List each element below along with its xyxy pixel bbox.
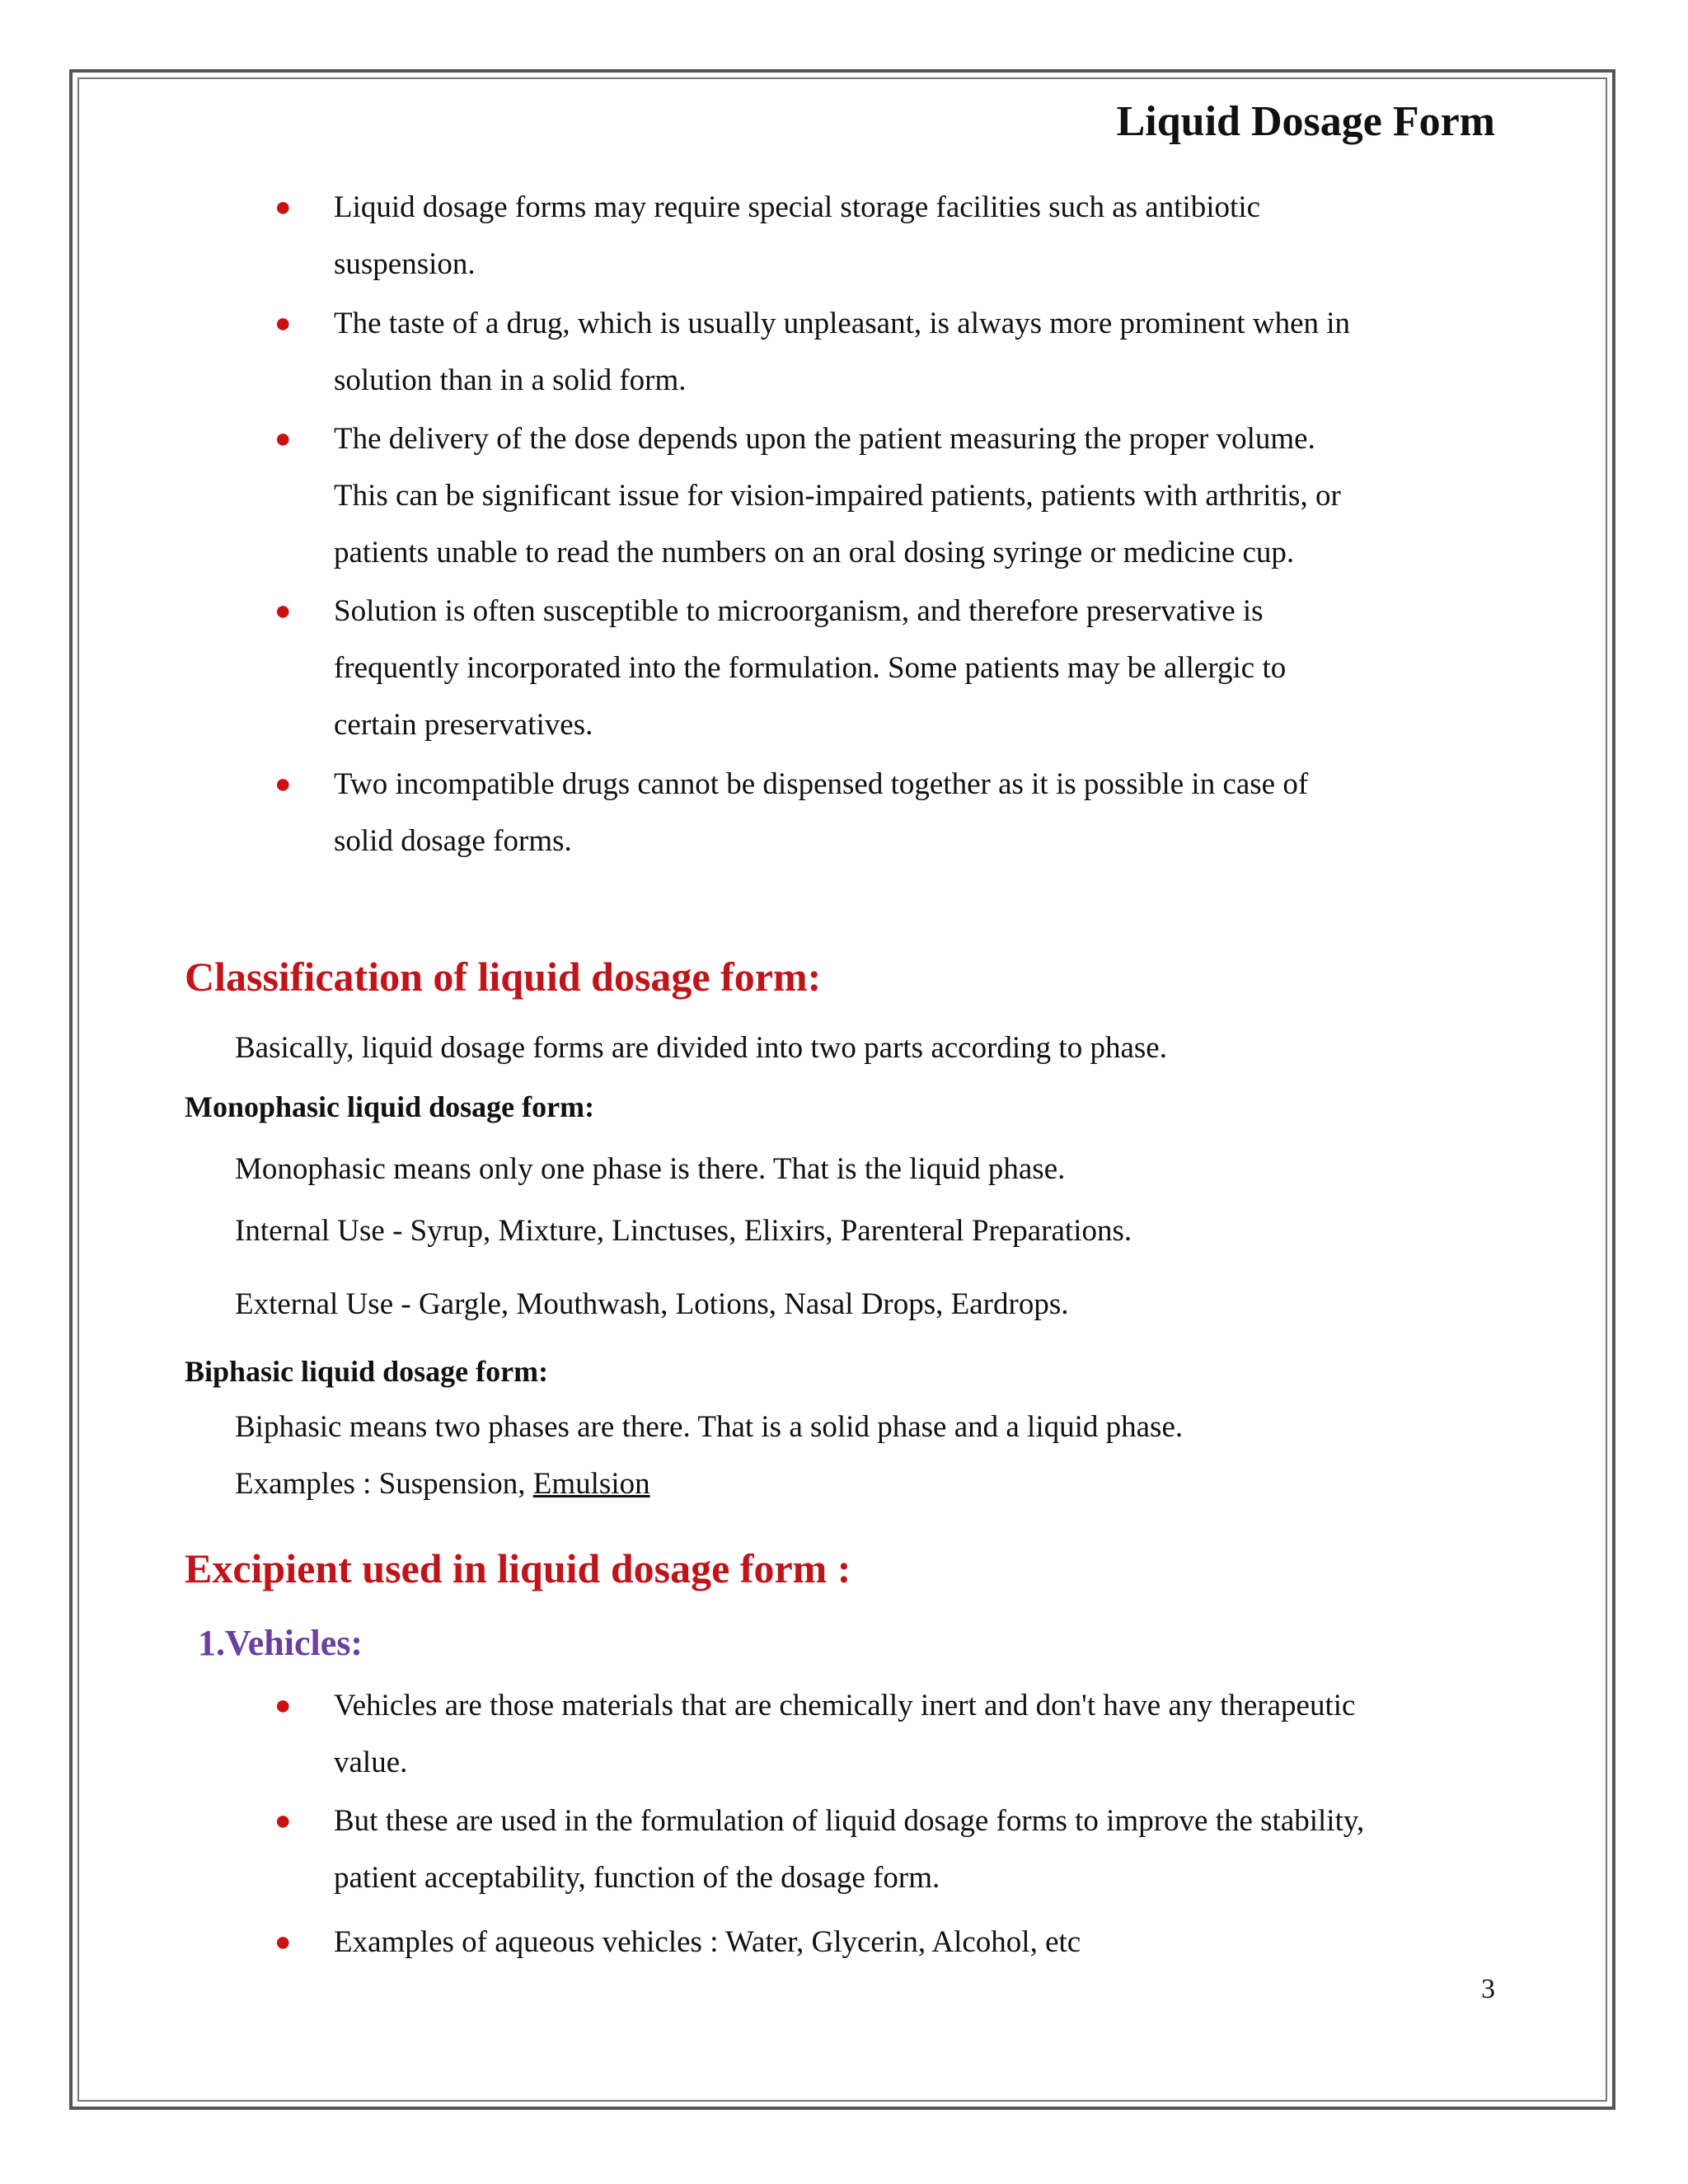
monophasic-heading: Monophasic liquid dosage form: — [185, 1090, 595, 1123]
bullet-dot-icon: ● — [274, 1690, 292, 1721]
bullet-line: patient acceptability, function of the dosage form. — [334, 1861, 940, 1895]
bullet-dot-icon: ● — [274, 308, 292, 339]
classification-intro: Basically, liquid dosage forms are divided into two parts according to phase. — [235, 1031, 1167, 1065]
classification-heading: Classification of liquid dosage form: — [185, 954, 822, 1000]
bullet-line: solution than in a solid form. — [334, 363, 687, 397]
bullet-line: frequently incorporated into the formulation. Some patients may be allergic to — [334, 651, 1287, 685]
monophasic-external-use: External Use - Gargle, Mouthwash, Lotions, Nasal Drops, Eardrops. — [235, 1287, 1069, 1321]
bullet-dot-icon: ● — [274, 1927, 292, 1957]
list-item — [274, 1914, 1467, 1971]
biphasic-definition: Biphasic means two phases are there. That is a solid phase and a liquid phase. — [235, 1410, 1184, 1444]
bullet-line: patients unable to read the numbers on an oral dosing syringe or medicine cup. — [334, 536, 1295, 569]
bullet-line: Two incompatible drugs cannot be dispensed together as it is possible in case of — [334, 767, 1309, 801]
bullet-line: Vehicles are those materials that are chemically inert and don't have any therapeutic — [334, 1689, 1356, 1722]
vehicles-heading: 1.Vehicles: — [198, 1623, 363, 1663]
bullet-line: solid dosage forms. — [334, 824, 572, 858]
excipient-heading: Excipient used in liquid dosage form : — [185, 1545, 851, 1591]
list-item — [274, 756, 1467, 869]
list-item — [274, 295, 1467, 409]
running-header-title: Liquid Dosage Form — [1116, 98, 1495, 145]
bullet-line: suspension. — [334, 247, 476, 281]
bullet-dot-icon: ● — [274, 596, 292, 626]
bullet-line: This can be significant issue for vision-impaired patients, patients with arthritis, or — [334, 479, 1341, 513]
biphasic-examples — [235, 1466, 650, 1502]
monophasic-internal-use: Internal Use - Syrup, Mixture, Linctuses, Elixirs, Parenteral Preparations. — [235, 1214, 1132, 1248]
bullet-line: The delivery of the dose depends upon the patient measuring the proper volume. — [334, 422, 1315, 456]
bullet-dot-icon: ● — [274, 192, 292, 223]
bullet-dot-icon: ● — [274, 424, 292, 454]
biphasic-examples-text: Examples : Suspension, — [235, 1467, 533, 1501]
bullet-line: But these are used in the formulation of liquid dosage forms to improve the stability, — [334, 1804, 1365, 1838]
list-item — [274, 1677, 1467, 1791]
list-item — [274, 410, 1467, 581]
emulsion-link[interactable]: Emulsion — [532, 1467, 650, 1501]
bullet-dot-icon: ● — [274, 1806, 292, 1836]
list-item — [274, 179, 1467, 293]
bullet-line: Examples of aqueous vehicles : Water, Glycerin, Alcohol, etc — [334, 1925, 1081, 1959]
bullet-dot-icon: ● — [274, 769, 292, 799]
monophasic-definition: Monophasic means only one phase is there. That is the liquid phase. — [235, 1152, 1066, 1186]
page-number: 3 — [1481, 1974, 1495, 2004]
bullet-line: Solution is often susceptible to microorganism, and therefore preservative is — [334, 594, 1264, 628]
bullet-line: value. — [334, 1746, 408, 1779]
bullet-line: certain preservatives. — [334, 708, 593, 742]
biphasic-heading: Biphasic liquid dosage form: — [185, 1355, 549, 1388]
bullet-line: Liquid dosage forms may require special storage facilities such as antibiotic — [334, 190, 1261, 224]
list-item — [274, 1793, 1467, 1906]
bullet-line: The taste of a drug, which is usually unpleasant, is always more prominent when in — [334, 307, 1351, 340]
list-item — [274, 583, 1467, 753]
